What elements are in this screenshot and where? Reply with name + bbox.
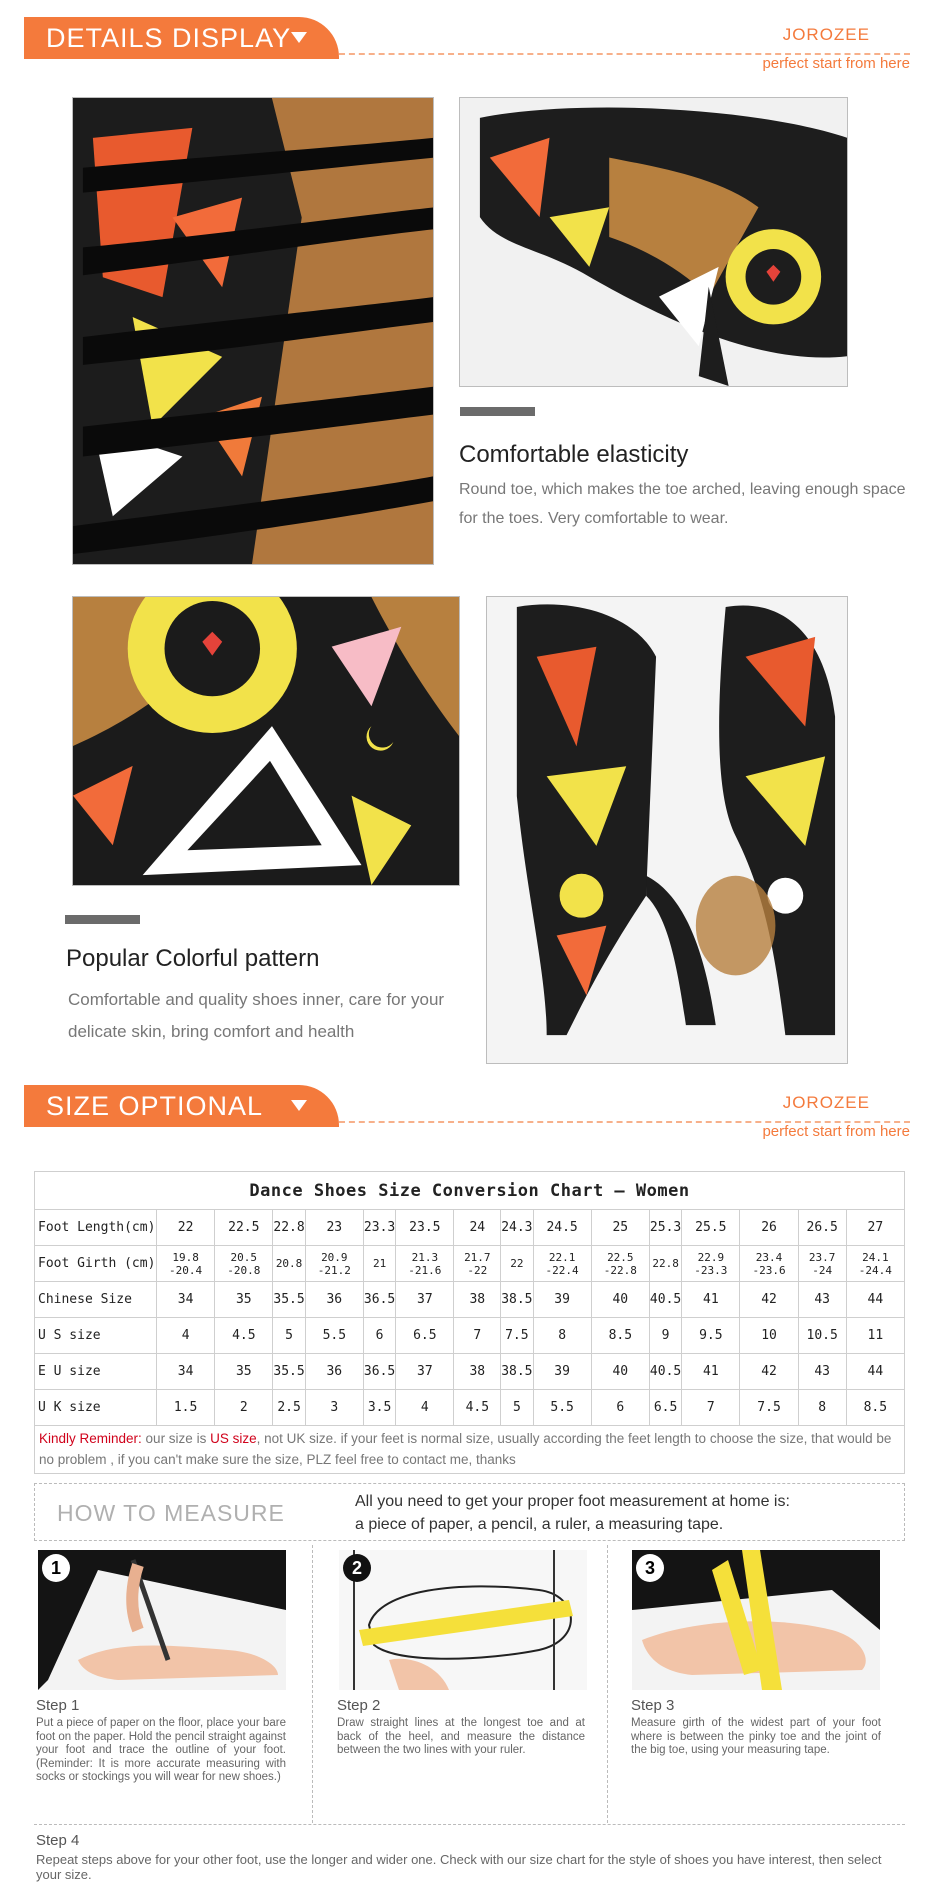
- size-cell: 6.5: [649, 1390, 681, 1426]
- size-optional-banner: [24, 1085, 910, 1140]
- size-cell: 37: [396, 1282, 454, 1318]
- size-cell: 23.4 -23.6: [740, 1246, 798, 1282]
- step2-image: [339, 1550, 587, 1690]
- size-cell: 36.5: [363, 1354, 395, 1390]
- size-cell: 21: [363, 1246, 395, 1282]
- reminder-post: , not UK size. if your feet is normal size, usually according the feet length to choose the size, that would be no problem , if you can't make sure the size, PLZ feel free to contact me, thanks: [39, 1431, 892, 1467]
- size-cell: 5: [501, 1390, 533, 1426]
- size-cell: 21.3 -21.6: [396, 1246, 454, 1282]
- size-cell: 25.3: [649, 1210, 681, 1246]
- size-cell: 36: [305, 1354, 363, 1390]
- size-cell: 37: [396, 1354, 454, 1390]
- size-cell: 36.5: [363, 1282, 395, 1318]
- size-cell: 44: [846, 1354, 904, 1390]
- size-table-caption: Dance Shoes Size Conversion Chart — Women: [35, 1172, 905, 1210]
- caret-down-icon: [291, 1100, 307, 1111]
- step2-text: Draw straight lines at the longest toe and at back of the heel, and measure the distance between the two lines with your ruler.: [337, 1717, 585, 1756]
- step-number-badge: 3: [636, 1554, 664, 1582]
- size-cell: 9: [649, 1318, 681, 1354]
- feature-accent-bar: [460, 407, 535, 416]
- size-optional-title: SIZE OPTIONAL: [46, 1091, 264, 1121]
- size-cell: 6.5: [396, 1318, 454, 1354]
- size-cell: 8.5: [846, 1390, 904, 1426]
- size-cell: 23.5: [396, 1210, 454, 1246]
- size-cell: 25.5: [682, 1210, 740, 1246]
- shoe-back-heel-photo: [486, 596, 848, 1064]
- shoe-heel-side-photo: [459, 97, 848, 387]
- step3-text: Measure girth of the widest part of your foot where is between the pinky toe and the joint of the big toe, using your measuring tape.: [631, 1717, 881, 1756]
- size-table-row: [35, 1246, 905, 1282]
- size-table-row: [35, 1354, 905, 1390]
- details-display-tab: [24, 17, 339, 59]
- size-cell: 42: [740, 1282, 798, 1318]
- size-cell: 38.5: [501, 1282, 533, 1318]
- size-cell: 26.5: [798, 1210, 846, 1246]
- size-cell: 35.5: [273, 1354, 305, 1390]
- how-to-measure-header: [34, 1483, 905, 1541]
- size-cell: 23: [305, 1210, 363, 1246]
- step2-title: Step 2: [337, 1697, 381, 1714]
- step3-title: Step 3: [631, 1697, 675, 1714]
- size-conversion-table: [34, 1171, 905, 1426]
- size-row-label: Foot Length(cm): [35, 1210, 157, 1246]
- size-cell: 10: [740, 1318, 798, 1354]
- brand-tagline: perfect start from here: [762, 55, 910, 72]
- feature-title-elasticity: Comfortable elasticity: [459, 441, 689, 468]
- brand-tagline: perfect start from here: [762, 1123, 910, 1140]
- feature-accent-bar: [65, 915, 140, 924]
- size-cell: 22.9 -23.3: [682, 1246, 740, 1282]
- step-number-badge: 2: [343, 1554, 371, 1582]
- size-cell: 2.5: [273, 1390, 305, 1426]
- size-cell: 7: [454, 1318, 501, 1354]
- size-cell: 38: [454, 1354, 501, 1390]
- size-cell: 44: [846, 1282, 904, 1318]
- size-cell: 8: [798, 1390, 846, 1426]
- size-cell: 40.5: [649, 1282, 681, 1318]
- step1-title: Step 1: [36, 1697, 80, 1714]
- size-table-row: [35, 1210, 905, 1246]
- size-cell: 9.5: [682, 1318, 740, 1354]
- size-cell: 3.5: [363, 1390, 395, 1426]
- how-to-measure-desc: [355, 1490, 790, 1536]
- size-row-label: U K size: [35, 1390, 157, 1426]
- size-cell: 10.5: [798, 1318, 846, 1354]
- size-cell: 4: [157, 1318, 215, 1354]
- brand-name: JOROZEE: [782, 1093, 870, 1112]
- step4-text: Repeat steps above for your other foot, use the longer and wider one. Check with our size chart for the style of shoes you have interest, then select your size.: [36, 1852, 882, 1882]
- size-cell: 20.8: [273, 1246, 305, 1282]
- size-cell: 8.5: [591, 1318, 649, 1354]
- size-cell: 24.3: [501, 1210, 533, 1246]
- size-cell: 35: [215, 1354, 273, 1390]
- size-cell: 4: [396, 1390, 454, 1426]
- size-cell: 40: [591, 1282, 649, 1318]
- size-cell: 34: [157, 1282, 215, 1318]
- size-cell: 22: [157, 1210, 215, 1246]
- step-divider: [312, 1545, 313, 1823]
- size-cell: 21.7 -22: [454, 1246, 501, 1282]
- size-cell: 20.9 -21.2: [305, 1246, 363, 1282]
- size-cell: 38: [454, 1282, 501, 1318]
- size-cell: 7.5: [501, 1318, 533, 1354]
- step-number-badge: 1: [42, 1554, 70, 1582]
- size-cell: 35.5: [273, 1282, 305, 1318]
- size-cell: 22.8: [649, 1246, 681, 1282]
- size-cell: 22.1 -22.4: [533, 1246, 591, 1282]
- size-cell: 20.5 -20.8: [215, 1246, 273, 1282]
- shoe-straps-photo: [72, 97, 434, 565]
- size-cell: 7.5: [740, 1390, 798, 1426]
- reminder-pre: our size is: [141, 1431, 211, 1446]
- size-row-label: E U size: [35, 1354, 157, 1390]
- size-cell: 24: [454, 1210, 501, 1246]
- size-cell: 4.5: [454, 1390, 501, 1426]
- size-cell: 7: [682, 1390, 740, 1426]
- size-table-row: [35, 1282, 905, 1318]
- details-display-title: DETAILS DISPLAY: [46, 23, 292, 53]
- reminder-highlight: US size: [210, 1431, 257, 1446]
- size-cell: 36: [305, 1282, 363, 1318]
- size-cell: 5.5: [533, 1390, 591, 1426]
- size-cell: 25: [591, 1210, 649, 1246]
- size-cell: 2: [215, 1390, 273, 1426]
- size-cell: 35: [215, 1282, 273, 1318]
- size-cell: 6: [591, 1390, 649, 1426]
- size-row-label: Chinese Size: [35, 1282, 157, 1318]
- size-cell: 41: [682, 1282, 740, 1318]
- step4-divider: [34, 1824, 905, 1825]
- size-row-label: Foot Girth (cm): [35, 1246, 157, 1282]
- size-cell: 40: [591, 1354, 649, 1390]
- size-cell: 23.3: [363, 1210, 395, 1246]
- step1-image: [38, 1550, 286, 1690]
- how-to-measure-desc-line1: All you need to get your proper foot measurement at home is:: [355, 1493, 790, 1510]
- step-divider: [607, 1545, 608, 1823]
- size-table-row: [35, 1318, 905, 1354]
- brand-name: JOROZEE: [782, 25, 870, 44]
- size-cell: 42: [740, 1354, 798, 1390]
- details-display-banner: [24, 17, 910, 72]
- size-cell: 22.8: [273, 1210, 305, 1246]
- size-cell: 34: [157, 1354, 215, 1390]
- size-cell: 39: [533, 1282, 591, 1318]
- how-to-measure-desc-line2: a piece of paper, a pencil, a ruler, a measuring tape.: [355, 1516, 724, 1533]
- feature-text-pattern: Comfortable and quality shoes inner, care for your delicate skin, bring comfort and health: [68, 990, 445, 1041]
- size-cell: 26: [740, 1210, 798, 1246]
- size-cell: 11: [846, 1318, 904, 1354]
- step4-title: Step 4: [36, 1832, 80, 1849]
- size-cell: 39: [533, 1354, 591, 1390]
- caret-down-icon: [291, 32, 307, 43]
- shoe-toe-pattern-photo: [72, 596, 460, 886]
- size-cell: 22: [501, 1246, 533, 1282]
- size-table-row: [35, 1390, 905, 1426]
- size-cell: 24.1 -24.4: [846, 1246, 904, 1282]
- size-cell: 40.5: [649, 1354, 681, 1390]
- how-to-measure-title: HOW TO MEASURE: [57, 1500, 285, 1526]
- size-cell: 38.5: [501, 1354, 533, 1390]
- size-cell: 5.5: [305, 1318, 363, 1354]
- size-cell: 3: [305, 1390, 363, 1426]
- size-cell: 23.7 -24: [798, 1246, 846, 1282]
- size-reminder: [34, 1424, 905, 1474]
- size-cell: 27: [846, 1210, 904, 1246]
- size-cell: 41: [682, 1354, 740, 1390]
- size-cell: 4.5: [215, 1318, 273, 1354]
- measure-steps: [34, 1545, 905, 1823]
- size-cell: 43: [798, 1282, 846, 1318]
- size-row-label: U S size: [35, 1318, 157, 1354]
- size-cell: 24.5: [533, 1210, 591, 1246]
- step3-image: [632, 1550, 880, 1690]
- reminder-label: Kindly Reminder:: [39, 1431, 142, 1446]
- size-cell: 22.5: [215, 1210, 273, 1246]
- size-cell: 43: [798, 1354, 846, 1390]
- size-optional-tab: [24, 1085, 339, 1127]
- size-cell: 19.8 -20.4: [157, 1246, 215, 1282]
- feature-title-pattern: Popular Colorful pattern: [66, 945, 320, 972]
- size-cell: 5: [273, 1318, 305, 1354]
- size-cell: 22.5 -22.8: [591, 1246, 649, 1282]
- size-cell: 6: [363, 1318, 395, 1354]
- size-cell: 8: [533, 1318, 591, 1354]
- feature-text-elasticity: Round toe, which makes the toe arched, leaving enough space for the toes. Very comfortable to wear.: [459, 481, 906, 527]
- size-cell: 1.5: [157, 1390, 215, 1426]
- step1-text: Put a piece of paper on the floor, place your bare foot on the paper. Hold the pencil straight against your foot and trace the outline of your foot. (Reminder: It is more accurate measuring with socks or stockings you will wear for new shoes.): [36, 1717, 286, 1783]
